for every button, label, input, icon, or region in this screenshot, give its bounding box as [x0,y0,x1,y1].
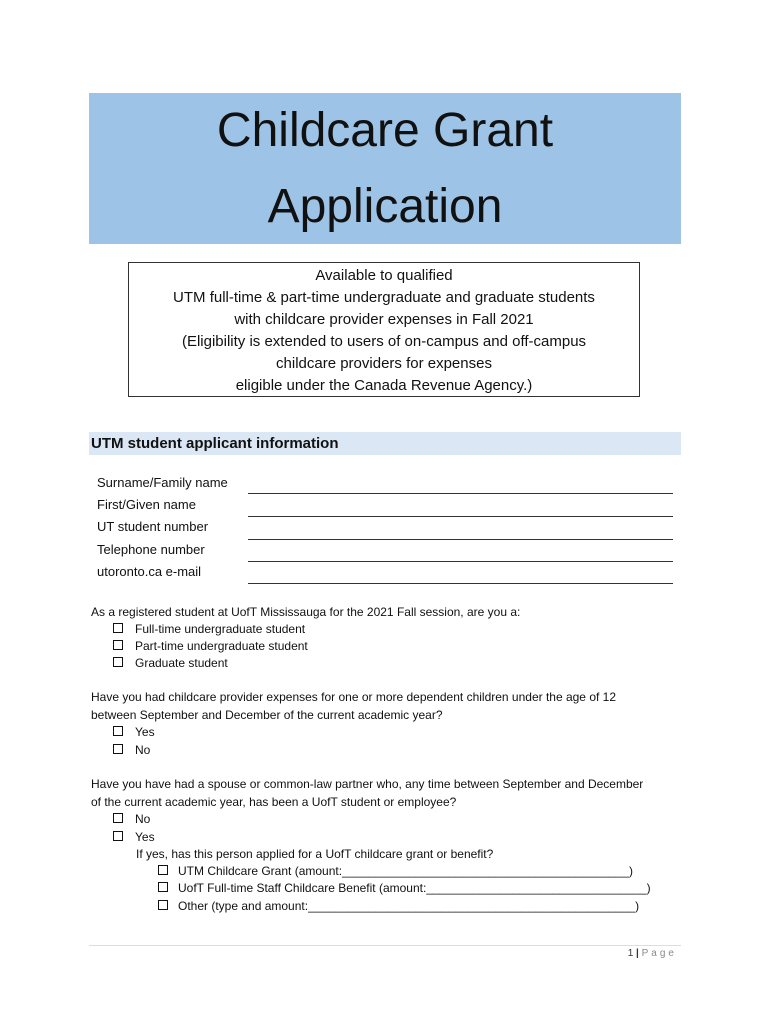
availability-line: UTM full-time & part-time undergraduate and graduate students [173,289,595,306]
option-label: Yes [135,725,155,739]
given-name-label: First/Given name [97,497,196,512]
page-number: 1 [627,948,634,959]
student-number-label: UT student number [97,519,209,534]
surname-label: Surname/Family name [97,475,228,490]
page-label: Page [641,948,677,959]
availability-line: with childcare provider expenses in Fall 2021 [234,311,534,328]
option-label: Full-time undergraduate student [135,622,306,636]
checkbox-icon[interactable] [113,657,123,667]
title-banner [89,93,681,244]
checkbox-icon[interactable] [113,744,123,754]
option-utm-childcare-grant[interactable] [158,863,633,880]
email-field[interactable] [248,583,673,584]
option-staff-childcare-benefit[interactable] [158,880,651,897]
checkbox-icon[interactable] [113,813,123,823]
option-yes[interactable] [113,829,155,846]
checkbox-icon[interactable] [158,900,168,910]
option-label: No [135,812,151,826]
option-other[interactable] [158,898,639,915]
availability-line: eligible under the Canada Revenue Agency.) [235,377,533,394]
student-number-field[interactable] [248,539,673,540]
option-label: UofT Full-time Staff Childcare Benefit (amount:_________________________________) [178,881,651,895]
question-childcare-expenses [91,689,681,724]
title-line-2: Application [267,180,503,233]
given-name-field[interactable] [248,516,673,517]
option-full-time-undergrad[interactable] [113,621,305,638]
option-graduate[interactable] [113,655,228,672]
email-label: utoronto.ca e-mail [97,564,202,579]
checkbox-icon[interactable] [113,831,123,841]
availability-line: Available to qualified [315,267,453,284]
option-label: No [135,743,151,757]
question-text: between September and December of the current academic year? [91,707,443,722]
page-footer [628,948,677,959]
question-spouse [91,776,681,811]
option-label: Other (type and amount:_________________________________________________) [178,899,640,913]
question-text: As a registered student at UofT Mississauga for the 2021 Fall session, are you a: [91,605,521,619]
option-label: Yes [135,830,155,844]
checkbox-icon[interactable] [158,865,168,875]
availability-line: childcare providers for expenses [276,355,492,372]
option-label: Graduate student [135,656,228,670]
option-no[interactable] [113,811,150,828]
option-yes[interactable] [113,724,155,741]
checkbox-icon[interactable] [113,640,123,650]
question-text: Have you had childcare provider expenses for one or more dependent children under the age of 12 [91,690,617,704]
telephone-field[interactable] [248,561,673,562]
checkbox-icon[interactable] [113,623,123,633]
option-no[interactable] [113,742,150,759]
telephone-label: Telephone number [97,542,205,557]
question-text: of the current academic year, has been a UofT student or employee? [91,794,457,809]
option-part-time-undergrad[interactable] [113,638,308,655]
question-enrolment [91,604,681,622]
availability-line: (Eligibility is extended to users of on-campus and off-campus [181,333,587,350]
option-label: Part-time undergraduate student [135,639,308,653]
footer-divider [89,945,681,946]
availability-box [128,262,640,397]
section-heading: UTM student applicant information [89,432,681,455]
checkbox-icon[interactable] [113,726,123,736]
page-separator: | [636,948,639,959]
checkbox-icon[interactable] [158,882,168,892]
surname-field[interactable] [248,493,673,494]
option-label: UTM Childcare Grant (amount:___________________________________________) [178,864,634,878]
followup-question: If yes, has this person applied for a UofT childcare grant or benefit? [136,847,494,861]
question-text: Have you have had a spouse or common-law partner who, any time between September and December [91,777,644,791]
title-line-1: Childcare Grant [216,104,554,157]
